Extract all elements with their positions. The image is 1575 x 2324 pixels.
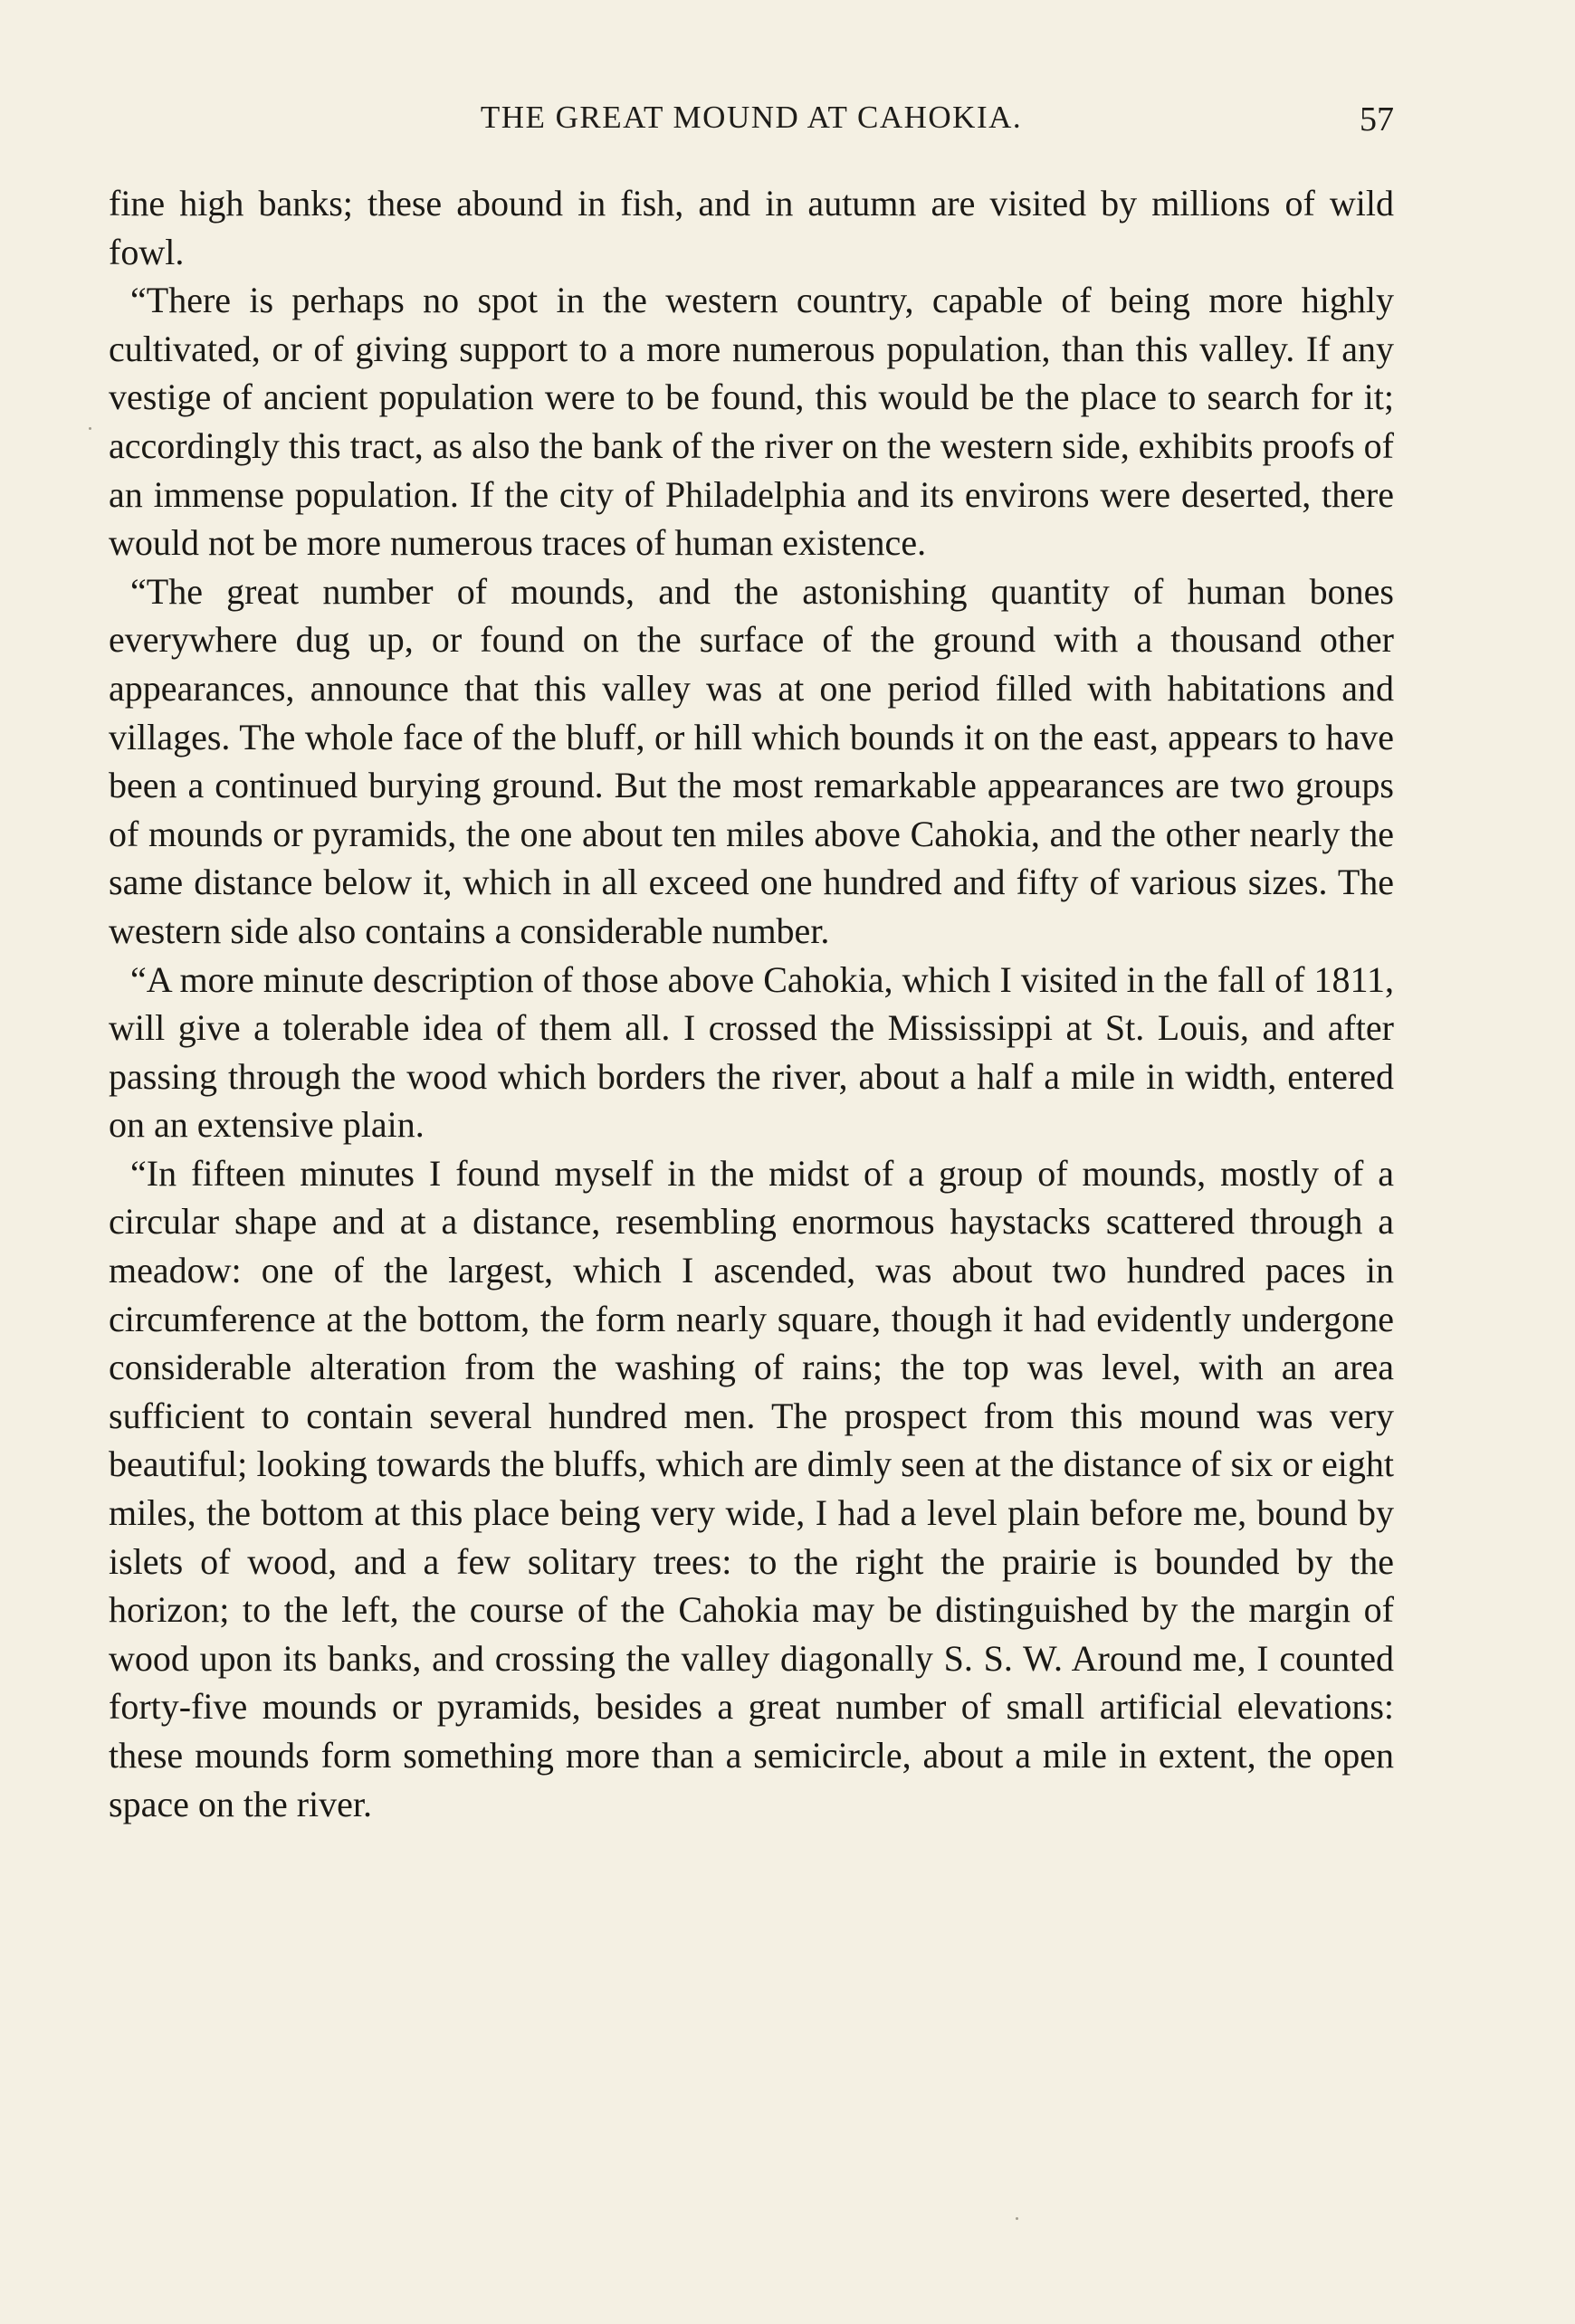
page-speck bbox=[1016, 2217, 1018, 2220]
paragraph: “There is perhaps no spot in the western country, capable of being more highly cultivated, or of giving support to a more numerous population, than this valley. If any vestige of ancient population were to be found, this would be the place to search for it; accordingly this tract, as also the bank of the river on the western side, exhibits proofs of an immense population. If the city of Philadelphia and its environs were deserted, there would not be more numerous traces of human existence. bbox=[109, 280, 1394, 564]
running-head bbox=[109, 100, 1394, 154]
page-number: 57 bbox=[1360, 100, 1394, 138]
page-speck bbox=[89, 427, 91, 430]
paragraph: “A more minute description of those above Cahokia, which I visited in the fall of 1811, will give a tolerable idea of them all. I crossed the Mississippi at St. Louis, and after passing through the wood which borders the river, about a half a mile in width, entered on an extensive plain. bbox=[109, 958, 1394, 1146]
paragraph: “In fifteen minutes I found myself in the midst of a group of mounds, mostly of a circular shape and at a distance, resembling enormous haystacks scattered through a meadow: one of the largest, which I ascended, was about two hundred paces in circumference at the bottom, the form nearly square, though it had evidently undergone considerable alteration from the washing of rains; the top was level, with an area sufficient to contain several hundred men. The prospect from this mound was very beautiful; looking towards the bluffs, which are dimly seen at the distance of six or eight miles, the bottom at this place being very wide, I had a level plain before me, bound by islets of wood, and a few solitary trees: to the right the prairie is bounded by the horizon; to the left, the course of the Cahokia may be distinguished by the margin of wood upon its banks, and crossing the valley diagonally S. S. W. Around me, I counted forty-five mounds or pyramids, besides a great number of small artificial elevations: these mounds form something more than a semicircle, about a mile in extent, the open space on the river. bbox=[109, 1152, 1394, 1824]
paragraph-continued: fine high banks; these abound in fish, and in autumn are visited by millions of wild fowl. bbox=[109, 183, 1394, 272]
running-title: THE GREAT MOUND AT CAHOKIA. bbox=[480, 100, 1023, 135]
body-text bbox=[109, 179, 1394, 1828]
paragraph: “The great number of mounds, and the astonishing quantity of human bones everywhere dug up, or found on the surface of the ground with a thousand other appearances, announce that this valley was at one period filled with habitations and villages. The whole face of the bluff, or hill which bounds it on the east, appears to have been a continued burying ground. But the most remarkable appearances are two groups of mounds or pyramids, the one about ten miles above Cahokia, and the other nearly the same distance below it, which in all exceed one hundred and fifty of various sizes. The western side also contains a considerable number. bbox=[109, 570, 1394, 951]
